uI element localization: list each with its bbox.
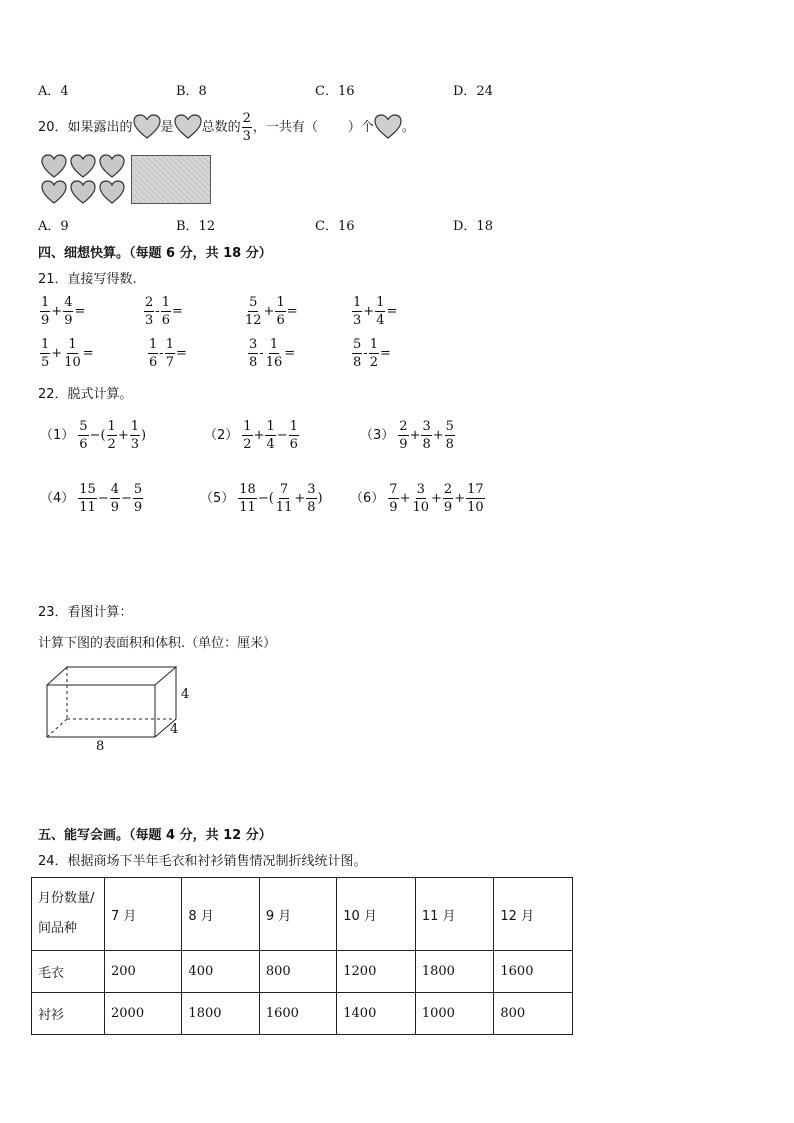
fraction-numerator: 5 (79, 419, 88, 434)
q21-item-4 (352, 296, 398, 327)
fraction-denominator: 6 (149, 355, 158, 370)
heart-icon (71, 155, 95, 177)
month-header: 7 月 (105, 878, 182, 951)
operator: - (363, 346, 368, 361)
fraction (265, 420, 275, 451)
cuboid-width-label: 4 (170, 722, 179, 737)
fraction-numerator: 1 (165, 337, 174, 352)
equals-sign: = (379, 346, 391, 361)
q21-item-6 (148, 338, 188, 369)
fraction (78, 420, 88, 451)
operator: −( (89, 428, 106, 443)
fraction-numerator: 1 (130, 419, 139, 434)
fraction-numerator: 4 (110, 482, 120, 497)
q19-option-d: D．24 (453, 84, 493, 99)
q22-label: （1） (40, 428, 75, 443)
q20-fraction (242, 112, 252, 143)
fraction (443, 483, 453, 514)
operator: + (294, 491, 306, 506)
operator: + (253, 428, 265, 443)
fraction-denominator: 9 (399, 437, 408, 452)
fraction-denominator: 11 (79, 500, 96, 515)
q20-mid4: ）个 (347, 119, 374, 135)
fraction (161, 296, 171, 327)
fraction-numerator: 1 (149, 337, 158, 352)
fraction-denominator: 7 (165, 355, 174, 370)
fraction-denominator: 2 (107, 437, 116, 452)
row-label: 毛衣 (32, 951, 105, 993)
fraction (265, 338, 284, 369)
table-cell: 400 (182, 951, 259, 993)
table-row (32, 951, 573, 993)
operator: + (363, 304, 375, 319)
fraction-denominator: 10 (64, 355, 81, 370)
fraction-denominator: 8 (249, 355, 258, 370)
fraction-denominator: 11 (275, 500, 293, 515)
fraction-denominator: 9 (41, 313, 50, 328)
fraction-denominator: 6 (161, 313, 170, 328)
fraction-denominator: 8 (307, 500, 316, 515)
fraction (110, 483, 120, 514)
fraction-numerator: 1 (289, 419, 298, 434)
fraction-denominator: 6 (276, 313, 285, 328)
fraction (63, 296, 73, 327)
q22-label: （4） (40, 491, 75, 506)
q21-item-3 (244, 296, 299, 327)
operator: + (399, 491, 411, 506)
fraction-denominator: 16 (265, 355, 283, 370)
cuboid-top-edge (47, 667, 176, 685)
fraction (165, 338, 175, 369)
fraction (375, 296, 385, 327)
operator: - (155, 304, 160, 319)
fraction (369, 338, 379, 369)
month-header: 8 月 (182, 878, 259, 951)
q20-prefix: 20．如果露出的 (38, 119, 133, 135)
operator: + (51, 346, 63, 361)
operator: + (431, 491, 442, 506)
fraction-denominator: 9 (443, 500, 453, 515)
fraction-numerator: 5 (133, 482, 143, 497)
q20-option-c: C．16 (315, 219, 355, 234)
fraction-denominator: 12 (245, 313, 262, 328)
fraction (40, 296, 50, 327)
fraction-numerator: 3 (249, 337, 258, 352)
heart-icon (133, 114, 161, 140)
operator: −( (257, 491, 274, 506)
month-header: 9 月 (259, 878, 336, 951)
corner-label-line1: 月份数量/ (38, 891, 95, 906)
operator: + (117, 428, 129, 443)
cuboid-front-face (47, 685, 155, 737)
fraction (244, 296, 263, 327)
fraction-denominator: 8 (422, 437, 431, 452)
q22-expr-6 (350, 483, 485, 514)
fraction-denominator: 3 (130, 437, 139, 452)
sales-table (31, 877, 573, 1035)
heart-icon (374, 114, 402, 140)
fraction-numerator: 7 (279, 482, 289, 497)
table-cell: 1000 (415, 993, 494, 1035)
fraction-numerator: 1 (276, 295, 285, 310)
row-label: 衬衫 (32, 993, 105, 1035)
operator: ) (317, 491, 323, 506)
operator: - (259, 346, 264, 361)
q19-option-a: A．4 (38, 84, 69, 99)
q22-expr-5 (200, 483, 324, 514)
fraction (421, 420, 431, 451)
table-cell: 800 (259, 951, 336, 993)
cuboid-diagram (40, 664, 200, 756)
table-cell: 1600 (494, 951, 573, 993)
q21-item-5 (40, 338, 95, 369)
q21-item-2 (144, 296, 184, 327)
table-cell: 1800 (415, 951, 494, 993)
table-header-corner (32, 878, 105, 951)
q21-item-1 (40, 296, 86, 327)
fraction (242, 420, 252, 451)
q21-item-8 (352, 338, 392, 369)
fraction-numerator: 1 (243, 419, 252, 434)
operator: + (409, 428, 421, 443)
fraction-numerator: 1 (376, 295, 385, 310)
heart-icon (174, 114, 202, 140)
heart-icon (42, 181, 66, 203)
fraction-numerator: 1 (266, 419, 275, 434)
fraction-numerator: 1 (161, 295, 170, 310)
q22-label: （6） (350, 491, 385, 506)
cuboid-height-label: 4 (181, 687, 190, 702)
heart-icon (100, 155, 124, 177)
section4-title: 四、细想快算。（每题 6 分，共 18 分） (38, 246, 272, 261)
table-cell: 800 (494, 993, 573, 1035)
fraction-numerator: 2 (399, 419, 408, 434)
fraction-denominator: 2 (243, 437, 252, 452)
fraction (248, 338, 258, 369)
q20-covered-box (131, 155, 211, 204)
operator: − (97, 491, 109, 506)
fraction (352, 296, 362, 327)
section5-title: 五、能写会画。（每题 4 分，共 12 分） (38, 828, 272, 843)
operator: ) (141, 428, 147, 443)
q23-prompt: 计算下图的表面积和体积.（单位：厘米） (38, 636, 277, 651)
table-cell: 1800 (182, 993, 259, 1035)
fraction-numerator: 1 (107, 419, 116, 434)
heart-icon (71, 181, 95, 203)
q22-expr-1 (40, 420, 147, 451)
fraction-numerator: 2 (443, 482, 453, 497)
fraction-numerator: 1 (369, 337, 378, 352)
fraction (238, 483, 257, 514)
fraction (275, 483, 294, 514)
q20-suffix: 。 (401, 119, 415, 135)
fraction-numerator: 1 (68, 337, 77, 352)
operator: + (454, 491, 466, 506)
fraction-denominator: 10 (412, 500, 430, 515)
q22-label: （2） (204, 428, 239, 443)
fraction-denominator: 8 (353, 355, 362, 370)
q22-label: （3） (360, 428, 395, 443)
fraction-denominator: 8 (445, 437, 454, 452)
fraction (107, 420, 117, 451)
fraction (289, 420, 299, 451)
fraction (411, 483, 430, 514)
q22-title: 22．脱式计算。 (38, 387, 133, 402)
table-cell: 200 (105, 951, 182, 993)
fraction (445, 420, 455, 451)
fraction-numerator: 2 (145, 295, 154, 310)
table-cell: 1200 (337, 951, 416, 993)
fraction-denominator: 9 (389, 500, 398, 515)
q21-item-7 (248, 338, 296, 369)
fraction-denominator: 4 (376, 313, 385, 328)
fraction-numerator: 17 (467, 482, 484, 497)
fraction-numerator: 3 (307, 482, 316, 497)
operator: + (263, 304, 275, 319)
fraction (275, 296, 285, 327)
operator: - (159, 346, 164, 361)
fraction-denominator: 6 (79, 437, 88, 452)
q22-expr-3 (360, 420, 455, 451)
heart-icon (100, 181, 124, 203)
q24-title: 24．根据商场下半年毛衣和衬衫销售情况制折线统计图。 (38, 854, 367, 869)
fraction (130, 420, 140, 451)
equals-sign: = (82, 346, 94, 361)
fraction-numerator: 18 (239, 482, 256, 497)
month-header: 11 月 (415, 878, 494, 951)
fraction (388, 483, 398, 514)
equals-sign: = (175, 346, 187, 361)
cuboid-length-label: 8 (96, 739, 105, 754)
q19-option-c: C．16 (315, 84, 355, 99)
fraction-denominator: 2 (369, 355, 378, 370)
fraction-numerator: 7 (389, 482, 398, 497)
fraction (148, 338, 158, 369)
fraction-denominator: 10 (467, 500, 484, 515)
fraction-numerator: 1 (269, 337, 279, 352)
table-cell: 1400 (337, 993, 416, 1035)
fraction-numerator: 2 (242, 110, 251, 126)
equals-sign: = (284, 346, 296, 361)
fraction-numerator: 1 (41, 337, 50, 352)
fraction (78, 483, 97, 514)
q20-mid1: 是 (160, 119, 174, 135)
fraction-numerator: 1 (353, 295, 362, 310)
fraction (398, 420, 408, 451)
table-row (32, 993, 573, 1035)
operator: + (432, 428, 444, 443)
operator: + (51, 304, 63, 319)
operator: − (276, 428, 288, 443)
fraction-numerator: 5 (249, 295, 258, 310)
q20-option-b: B．12 (176, 219, 216, 234)
fraction-denominator: 3 (353, 313, 362, 328)
fraction-denominator: 5 (41, 355, 50, 370)
corner-label-line2: 间品种 (38, 921, 78, 936)
q21-title: 21．直接写得数. (38, 272, 137, 287)
q20-mid2: 总数的 (201, 119, 241, 135)
fraction (144, 296, 154, 327)
fraction-numerator: 3 (416, 482, 425, 497)
equals-sign: = (74, 304, 86, 319)
q22-expr-4 (40, 483, 143, 514)
fraction (63, 338, 82, 369)
fraction-denominator: 9 (110, 500, 120, 515)
fraction-denominator: 3 (242, 128, 251, 144)
q22-label: （5） (200, 491, 235, 506)
equals-sign: = (286, 304, 298, 319)
table-cell: 2000 (105, 993, 182, 1035)
fraction-numerator: 5 (353, 337, 362, 352)
fraction-numerator: 15 (79, 482, 96, 497)
fraction (40, 338, 50, 369)
fraction-numerator: 4 (64, 295, 73, 310)
cuboid-hidden-edge (47, 719, 67, 737)
fraction-denominator: 11 (239, 500, 256, 515)
fraction (133, 483, 143, 514)
table-cell: 1600 (259, 993, 336, 1035)
fraction (352, 338, 362, 369)
q20-option-d: D．18 (453, 219, 493, 234)
table-header-row (32, 878, 573, 951)
q20-question (38, 108, 415, 146)
fraction-denominator: 3 (145, 313, 154, 328)
fraction-denominator: 6 (289, 437, 298, 452)
fraction (306, 483, 316, 514)
q20-hearts-figure (40, 153, 128, 205)
equals-sign: = (171, 304, 183, 319)
fraction (466, 483, 485, 514)
q20-option-a: A．9 (38, 219, 69, 234)
fraction-numerator: 1 (41, 295, 50, 310)
operator: − (121, 491, 132, 506)
q19-option-b: B．8 (176, 84, 207, 99)
month-header: 10 月 (337, 878, 416, 951)
q23-title: 23．看图计算： (38, 605, 133, 620)
fraction-numerator: 3 (422, 419, 431, 434)
fraction-denominator: 9 (133, 500, 143, 515)
fraction-denominator: 9 (64, 313, 73, 328)
q20-mid3: ，一共有（ (252, 119, 318, 135)
fraction-denominator: 4 (266, 437, 275, 452)
equals-sign: = (386, 304, 398, 319)
heart-icon (42, 155, 66, 177)
month-header: 12 月 (494, 878, 573, 951)
q22-expr-2 (204, 420, 299, 451)
fraction-numerator: 5 (445, 419, 454, 434)
